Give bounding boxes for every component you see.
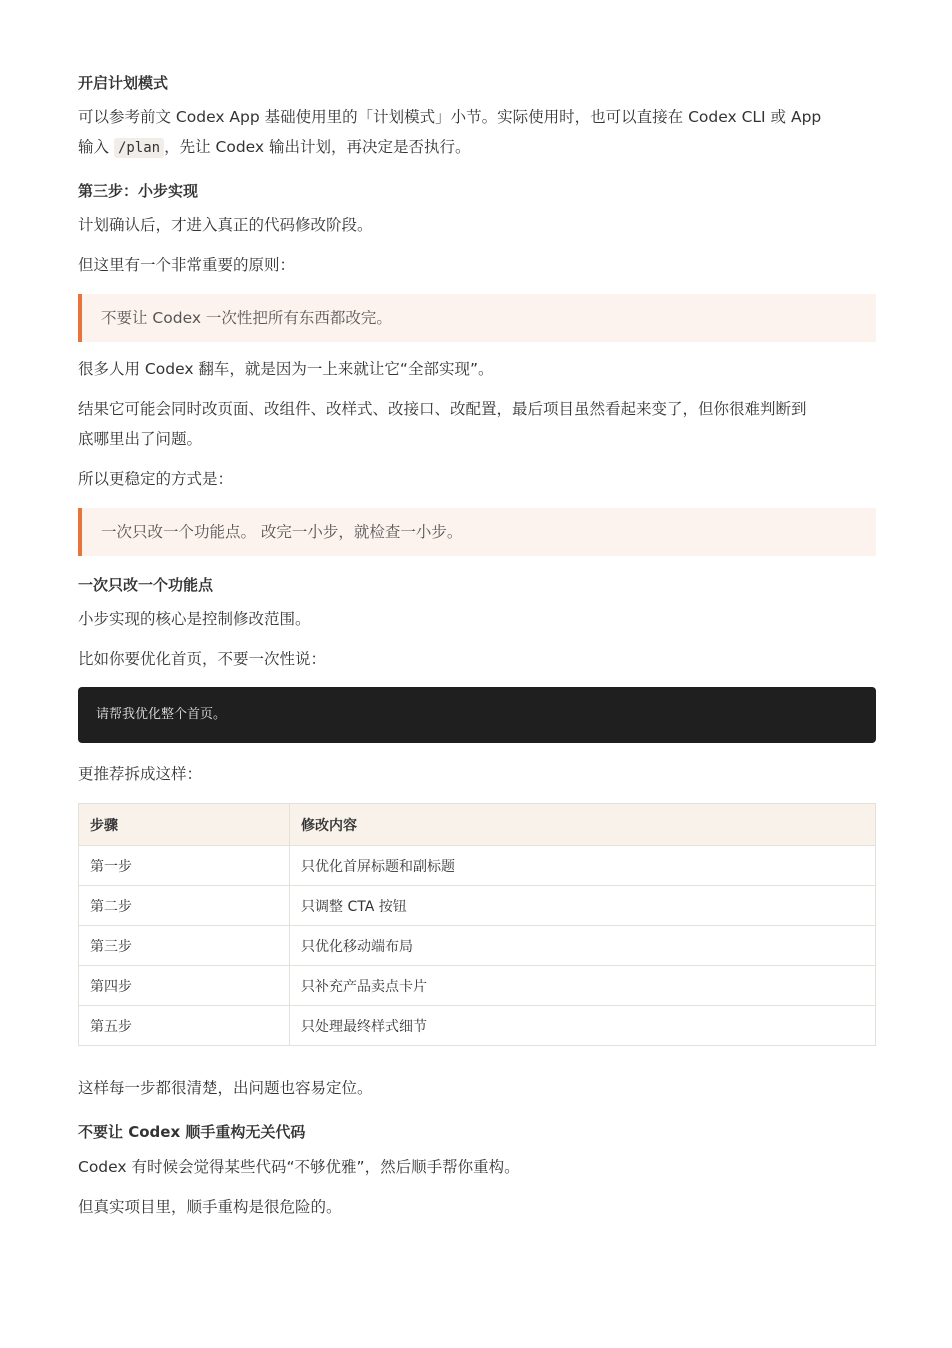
table-header-content: 修改内容 [290,804,876,846]
paragraph-example: 比如你要优化首页，不要一次性说： [78,650,327,668]
table-header-step: 步骤 [79,804,290,846]
paragraph-more-stable: 所以更稳定的方式是： [78,470,234,488]
code-block-text: 请帮我优化整个首页。 [96,707,227,722]
paragraph-step3-2: 但这里有一个非常重要的原则： [78,256,296,274]
table-cell-content: 只优化移动端布局 [290,926,876,966]
table-cell-step: 第五步 [79,1006,290,1046]
table-cell-step: 第一步 [79,846,290,886]
table-cell-step: 第四步 [79,966,290,1006]
table-cell-content: 只优化首屏标题和副标题 [290,846,876,886]
code-block [78,687,876,743]
paragraph-result-line-2: 底哪里出了问题。 [78,430,203,448]
table-cell-step: 第三步 [79,926,290,966]
table-row [79,1006,876,1046]
plan-text-prefix: 输入 [78,138,114,156]
paragraph-recommend: 更推荐拆成这样： [78,765,203,783]
table-row [79,966,876,1006]
paragraph-many-people: 很多人用 Codex 翻车，就是因为一上来就让它“全部实现”。 [78,360,494,378]
paragraph-plan-line-2 [78,132,876,163]
table-cell-step: 第二步 [79,886,290,926]
blockquote-2-text: 一次只改一个功能点。 改完一小步，就检查一小步。 [101,523,463,541]
blockquote-1 [78,294,876,342]
table-cell-content: 只处理最终样式细节 [290,1006,876,1046]
blockquote-1-text: 不要让 Codex 一次性把所有东西都改完。 [101,309,392,327]
paragraph-refactor-1: Codex 有时候会觉得某些代码“不够优雅”，然后顺手帮你重构。 [78,1158,520,1176]
table-cell-content: 只补充产品卖点卡片 [290,966,876,1006]
paragraph-plan-line-1: 可以参考前文 Codex App 基础使用里的「计划模式」小节。实际使用时，也可以直接在 Codex CLI 或 App [78,108,822,126]
paragraph-result-line-1: 结果它可能会同时改页面、改组件、改样式、改接口、改配置，最后项目虽然看起来变了，但你很难判断到 [78,400,807,418]
heading-step3: 第三步：小步实现 [78,182,199,200]
heading-one-feature: 一次只改一个功能点 [78,576,214,594]
paragraph-step3-1: 计划确认后，才进入真正的代码修改阶段。 [78,216,373,234]
table-row [79,926,876,966]
table-header-row [79,804,876,846]
steps-table [78,803,876,1046]
paragraph-clear: 这样每一步都很清楚，出问题也容易定位。 [78,1079,373,1097]
inline-code-plan: /plan [114,138,164,158]
blockquote-2 [78,508,876,556]
table-cell-content: 只调整 CTA 按钮 [290,886,876,926]
paragraph-core: 小步实现的核心是控制修改范围。 [78,610,311,628]
paragraph-refactor-2: 但真实项目里，顺手重构是很危险的。 [78,1198,342,1216]
heading-plan-mode: 开启计划模式 [78,74,169,92]
table-row [79,886,876,926]
plan-text-suffix: ，先让 Codex 输出计划，再决定是否执行。 [164,138,471,156]
table-row [79,846,876,886]
heading-no-refactor: 不要让 Codex 顺手重构无关代码 [78,1123,306,1141]
